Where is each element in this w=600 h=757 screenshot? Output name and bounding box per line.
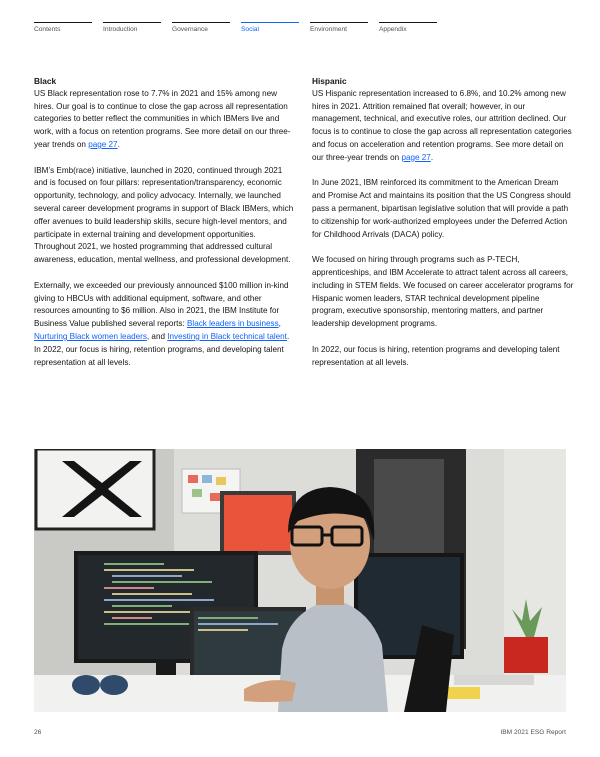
hispanic-p1-text: US Hispanic representation increased to 6.8%, and 10.2% among new hires in 2021. Attrition remained flat overall; however, in our management, technical, and executive roles, our attrition declined. Our focus is to continue to close the gap across all representation categories and focus on acceleration and retention programs. See more detail on our three-year trends on [312, 88, 572, 162]
notebook-stack [454, 675, 534, 685]
headphones [100, 675, 128, 695]
black-section [34, 75, 296, 382]
hispanic-paragraph-2: In June 2021, IBM reinforced its commitment to the American Dream and Promise Act and maintains its position that the US Congress should pass a permanent, bipartisan legislative solution that will provide a path to citizenship for work-authorized employees under the Deferred Action for Childhood Arrivals (DACA) policy. [312, 178, 571, 239]
investing-black-talent-link[interactable]: Investing in Black technical talent [167, 331, 287, 341]
nurturing-black-women-link[interactable]: Nurturing Black women leaders [34, 331, 147, 341]
laptop-code-line [198, 617, 258, 619]
black-p1-end: . [117, 139, 120, 149]
black-paragraph-2: IBM’s Emb(race) initiative, launched in 2020, continued through 2021 and is focused on four pillars: representation/transparency, economic opportunity, technology, and policy advocacy. Internally, we launched several career development programs in support of Black IBMers, which offer avenues to build leadership skills, secure high-level mentors, and participate in external training and development opportunities. Throughout 2021, we hosted programming that addressed cultural awareness, education, mental wellness, and professional development. [34, 165, 294, 265]
office-photo [34, 449, 566, 712]
nav-tab-appendix[interactable]: Appendix [379, 22, 437, 42]
plant-pot [504, 637, 548, 673]
black-p3-text: Externally, we exceeded our previously announced $100 million in-kind giving to HBCUs with additional equipment, software, and other resources amounting to $6 million. Also in 2021, the IBM Institute for Business Value published several reports: [34, 280, 289, 329]
sticky-note [188, 475, 198, 483]
section-navigation [34, 22, 566, 42]
nav-tab-contents[interactable]: Contents [34, 22, 92, 42]
sticky-note [202, 475, 212, 483]
black-p3-sep2: , and [146, 331, 168, 341]
page-27-link-hispanic[interactable]: page 27 [401, 152, 431, 162]
photo-illustration [34, 449, 566, 712]
nav-tab-introduction[interactable]: Introduction [103, 22, 161, 42]
hispanic-paragraph-4: In 2022, our focus is hiring, retention programs and developing talent representation at all levels. [312, 344, 560, 367]
laptop-code-line [198, 623, 278, 625]
sticky-note [192, 489, 202, 497]
black-paragraph-3 [34, 280, 296, 370]
dark-panel-pattern [374, 459, 444, 569]
nav-tab-social[interactable]: Social [241, 22, 299, 42]
page-27-link[interactable]: page 27 [88, 139, 118, 149]
hispanic-paragraph-3: We focused on hiring through programs such as P-TECH, apprenticeships, and IBM Accelerate to attract talent across all careers, including in STEM fields. We focused on career accelerator programs for Hispanic women leaders, STAR technical development pipeline program, executive sponsorship, mentoring matters, and partner leadership development programs. [312, 255, 574, 329]
black-p1-text: US Black representation rose to 7.7% in 2021 and 15% among new hires. Our goal is to continue to close the gap across all representation categories to better reflect the communities in which IBMers live and work, with a focus on retention programs. See more detail on our three-year trends on [34, 88, 291, 149]
black-p3-sep1: , [278, 319, 281, 329]
black-heading: Black [34, 76, 57, 86]
page-number: 26 [34, 729, 42, 736]
hispanic-paragraph-1 [312, 88, 574, 165]
sticky-note [216, 477, 226, 485]
hispanic-heading: Hispanic [312, 76, 347, 86]
laptop-code-line [198, 629, 248, 631]
black-p3-end: . In 2022, our focus is hiring, retention programs, and developing talent representation at all levels. [34, 331, 290, 367]
black-paragraph-1 [34, 88, 296, 152]
black-leaders-link[interactable]: Black leaders in business [186, 319, 279, 329]
report-title: IBM 2021 ESG Report [500, 729, 566, 736]
back-monitor-screen [224, 495, 292, 551]
nav-tab-governance[interactable]: Governance [172, 22, 230, 42]
headphones [72, 675, 100, 695]
nav-tab-environment[interactable]: Environment [310, 22, 368, 42]
hispanic-p1-end: . [430, 152, 434, 162]
hispanic-section [312, 75, 574, 382]
